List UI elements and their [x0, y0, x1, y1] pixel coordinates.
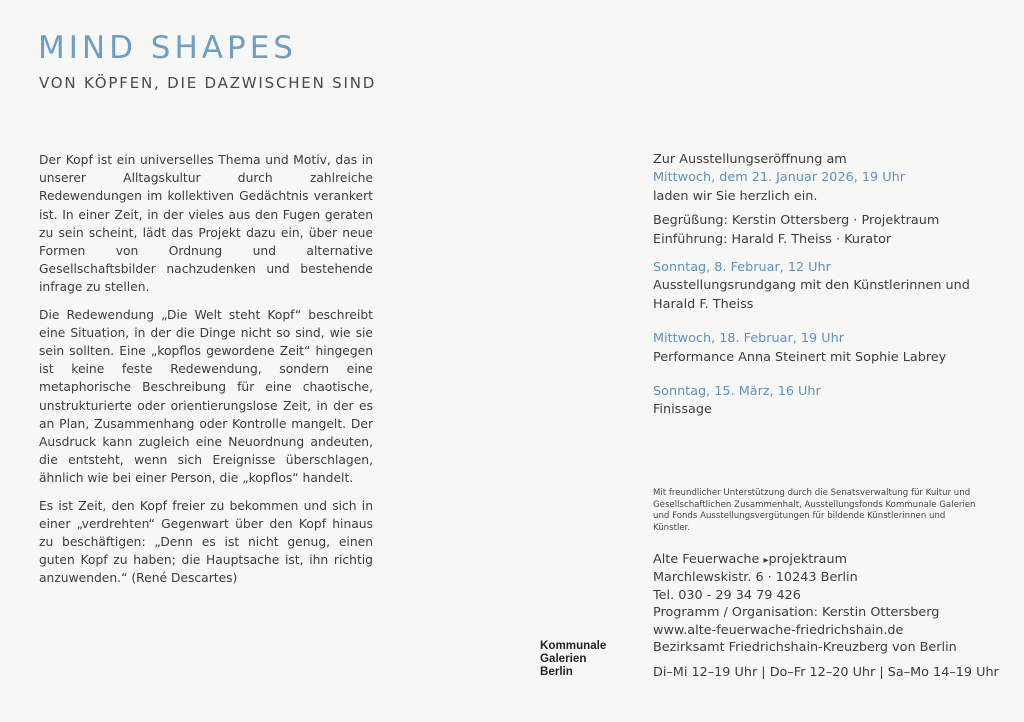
page-title: MIND SHAPES [38, 30, 297, 66]
kommunale-galerien-logo: Kommunale Galerien Berlin [540, 639, 607, 678]
venue-name: Alte Feuerwache ▸projektraum [653, 552, 847, 567]
intro-text [39, 151, 373, 597]
intro-paragraph: Es ist Zeit, den Kopf freier zu bekommen und sich in einer „verdrehten“ Gegenwart über den Kopf hinaus zu beschäftigen: „Denn es ist nicht genug, einen guten Kopf zu haben; die Hauptsache ist, ihn richtig anzuwenden.“ (René Descartes) [39, 498, 373, 586]
website-link[interactable]: www.alte-feuerwache-friedrichshain.de [653, 622, 904, 638]
page-subtitle: VON KÖPFEN, DIE DAZWISCHEN SIND [39, 74, 377, 92]
event-description: Performance Anna Steinert mit Sophie Labrey [653, 349, 947, 365]
address: Marchlewskistr. 6 · 10243 Berlin [653, 570, 858, 586]
opening-hours: Di–Mi 12–19 Uhr | Do–Fr 12–20 Uhr | Sa–Mo 14–19 Uhr [653, 665, 999, 680]
contact-block [653, 551, 1003, 656]
event-description: Finissage [653, 402, 712, 418]
event-description: Ausstellungsrundgang mit den Künstlerinnen und Harald F. Theiss [653, 278, 970, 312]
organisation: Programm / Organisation: Kerstin Ottersberg [653, 605, 940, 621]
triangle-arrow-icon: ▸ [763, 555, 769, 566]
district: Bezirksamt Friedrichshain-Kreuzberg von Berlin [653, 640, 957, 656]
event-date: Sonntag, 8. Februar, 12 Uhr [653, 260, 831, 276]
sponsor-note: Mit freundlicher Unterstützung durch die Senatsverwaltung für Kultur und Gesellschaftlichen Zusammenhalt, Ausstellungsfonds Kommunale Galerien und Fonds Ausstellungsvergütungen für bildende Künstlerinnen und Künstler. [653, 488, 976, 533]
intro-paragraph: Der Kopf ist ein universelles Thema und Motiv, das in unserer Alltagskultur durch zahlreiche Redewendungen im kollektiven Gedächtnis verankert ist. In einer Zeit, in der vieles aus den Fugen geraten zu sein scheint, lädt das Projekt dazu ein, über neue Formen von Ordnung und alternative Gesellschaftsbilder nachzudenken und bestehende infrage zu stellen. [39, 153, 373, 295]
opening-invite: laden wir Sie herzlich ein. [653, 188, 818, 204]
opening-introduction: Einführung: Harald F. Theiss · Kurator [653, 231, 892, 247]
event-date: Sonntag, 15. März, 16 Uhr [653, 384, 821, 400]
phone: Tel. 030 - 29 34 79 426 [653, 587, 801, 603]
event-date: Mittwoch, 18. Februar, 19 Uhr [653, 331, 844, 347]
opening-welcome: Begrüßung: Kerstin Ottersberg · Projektraum [653, 213, 940, 229]
opening-intro: Zur Ausstellungseröffnung am [653, 152, 847, 167]
event-schedule [653, 151, 998, 420]
intro-paragraph: Die Redewendung „Die Welt steht Kopf“ beschreibt eine Situation, in der die Dinge nicht so sind, wie sie sein sollten. Eine „kopflos gewordene Zeit“ hingegen ist keine feste Redewendung, sondern eine metaphorische Beschreibung für eine chaotische, unstrukturierte oder orientierungslose Zeit, in der es an Plan, Zusammenhang oder Kontrolle mangelt. Der Ausdruck kann zugleich eine Neuordnung andeuten, die entsteht, wenn sich Ereignisse überschlagen, ähnlich wie bei einer Person, die „kopflos“ handelt. [39, 307, 373, 486]
opening-date: Mittwoch, dem 21. Januar 2026, 19 Uhr [653, 170, 905, 186]
